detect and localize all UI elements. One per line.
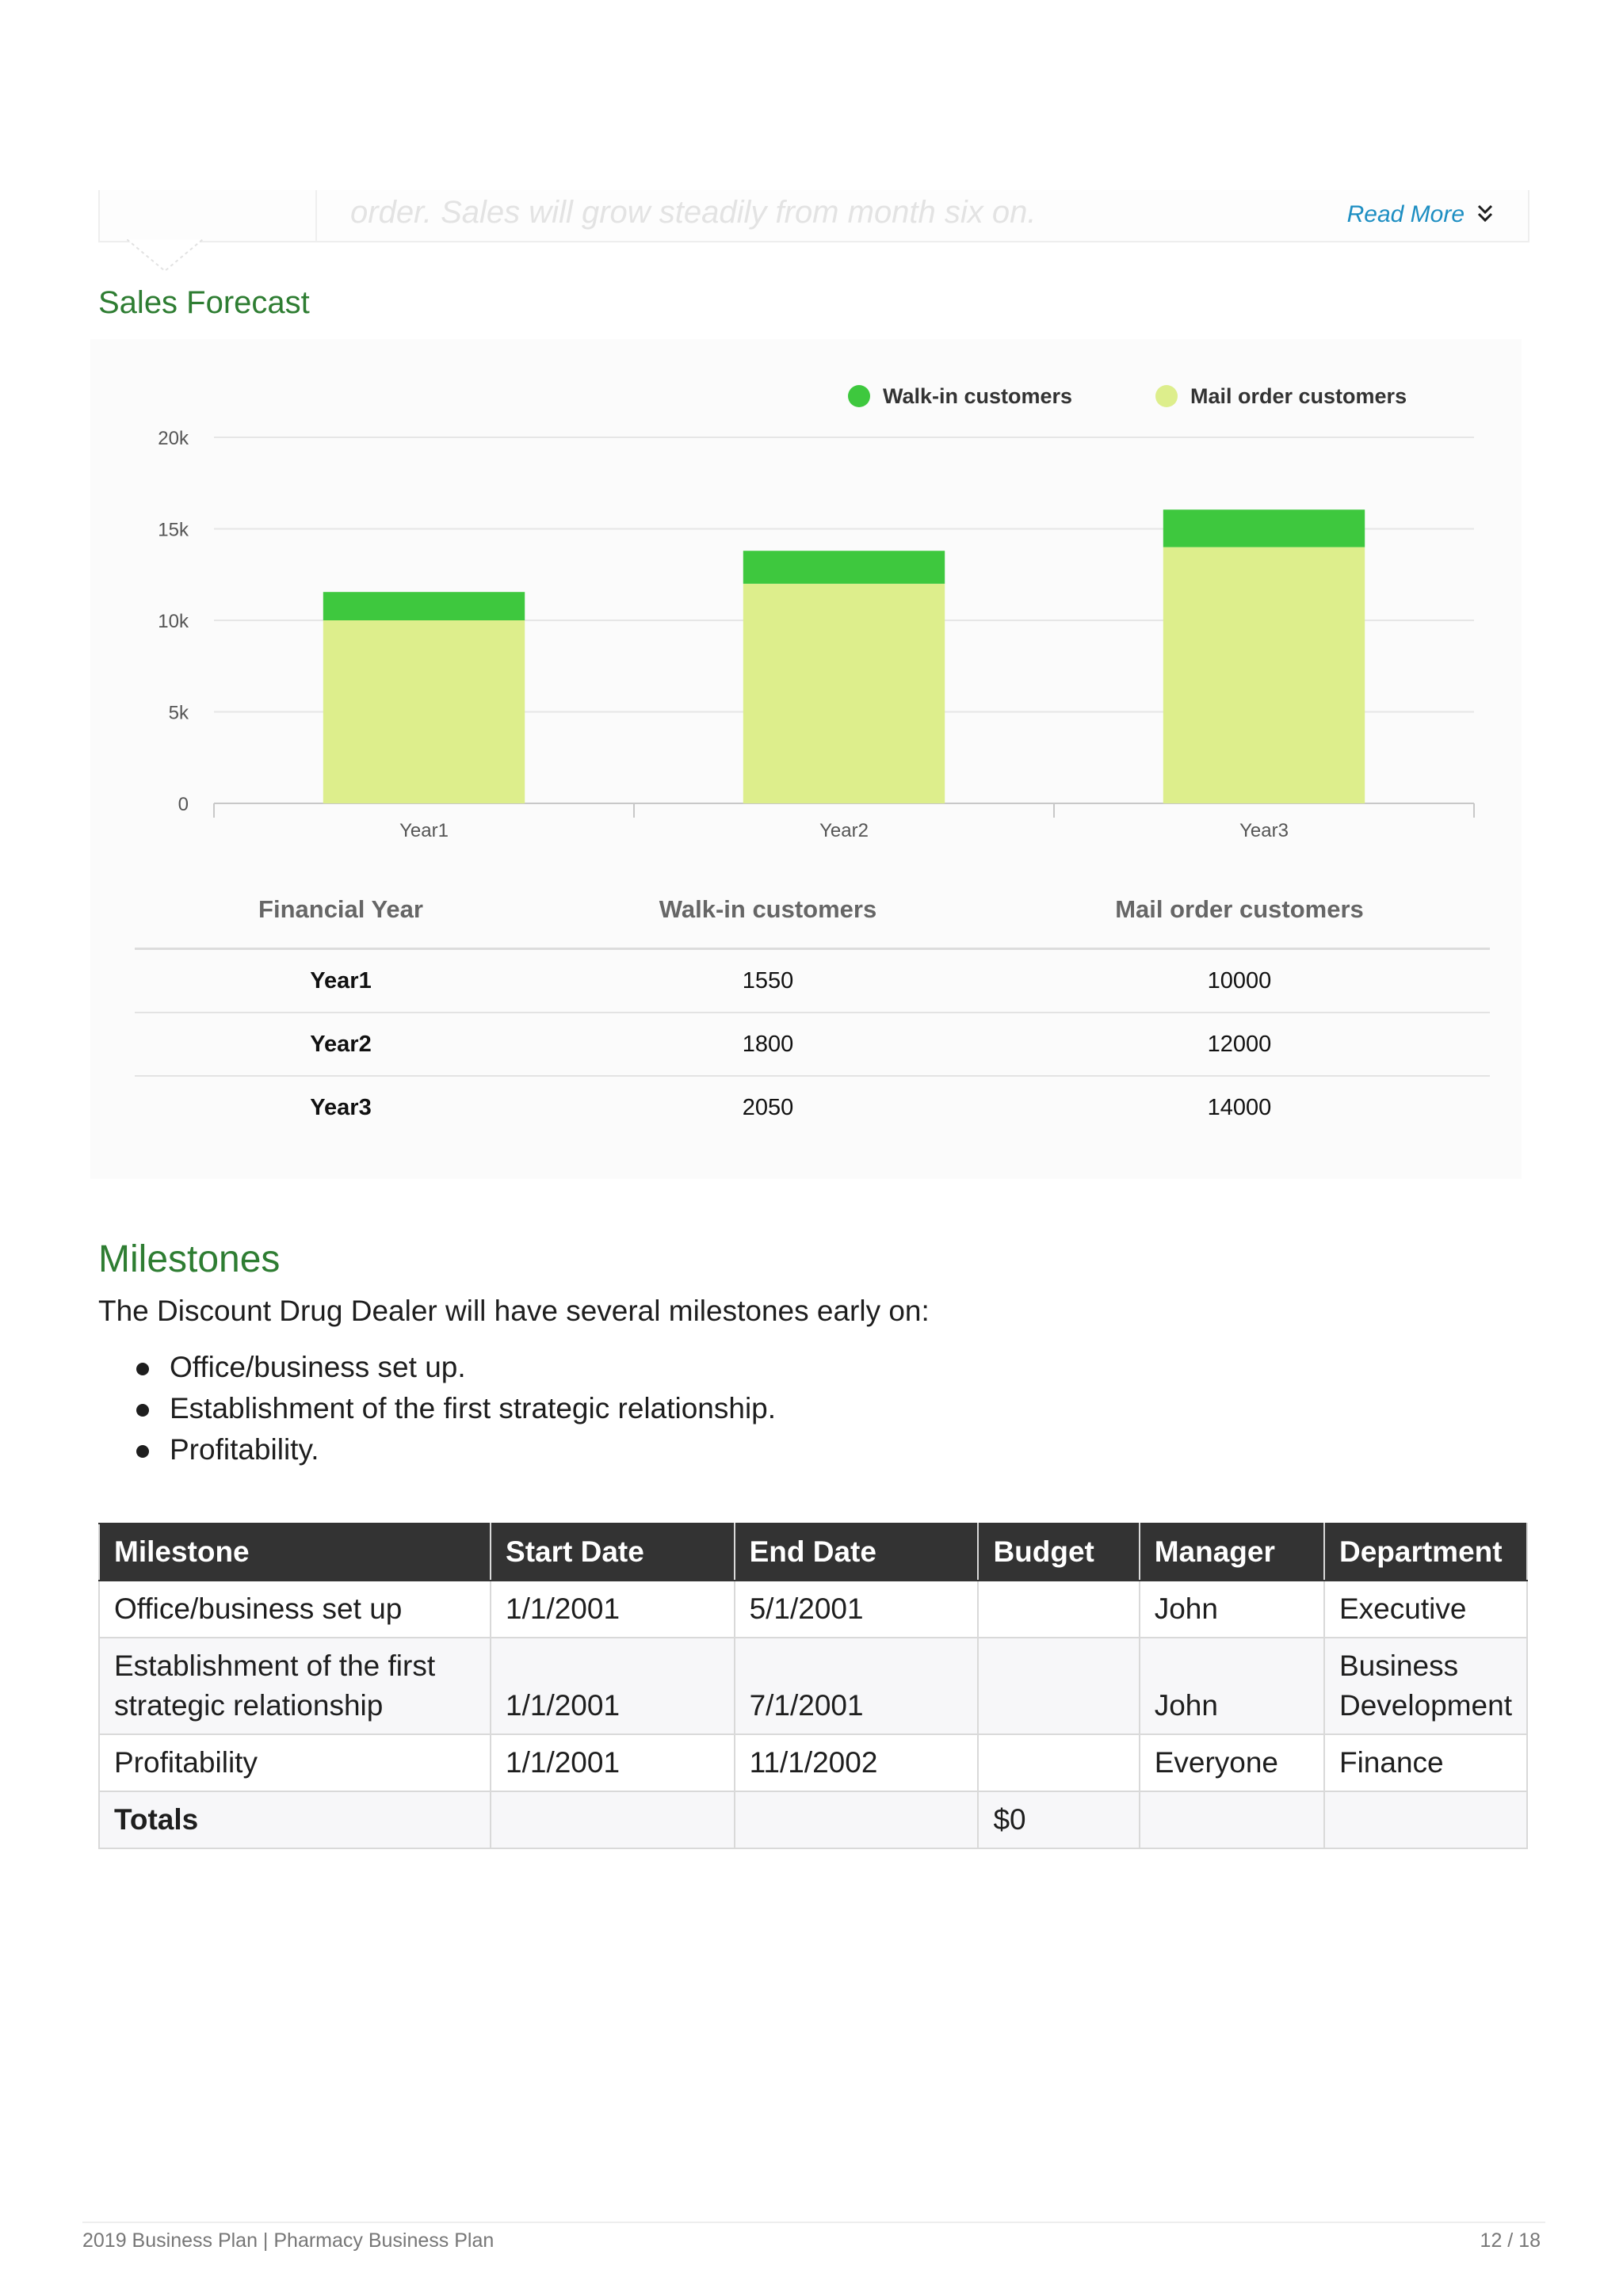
bar-segment xyxy=(1163,509,1365,547)
table-cell xyxy=(99,1638,491,1734)
page-number: 12 / 18 xyxy=(1480,2229,1541,2252)
table-cell: 14000 xyxy=(1207,1094,1272,1120)
table-cell: 5/1/2001 xyxy=(735,1581,979,1638)
table-cell: Everyone xyxy=(1140,1734,1324,1791)
cell-line: Business xyxy=(1338,1650,1459,1682)
table-cell: 1/1/2001 xyxy=(491,1734,735,1791)
table-cell xyxy=(1324,1791,1527,1848)
table-row xyxy=(99,1581,1527,1638)
table-cell xyxy=(1324,1638,1527,1734)
milestones-intro: The Discount Drug Dealer will have several milestones early on: xyxy=(98,1295,930,1327)
table-cell: 1800 xyxy=(547,1013,989,1076)
totals-row xyxy=(99,1791,1527,1848)
table-cell: 11/1/2002 xyxy=(735,1734,979,1791)
sales-forecast-title: Sales Forecast xyxy=(98,285,310,320)
bar-segment xyxy=(1163,547,1365,803)
table-header: End Date xyxy=(735,1524,979,1581)
table-header: Milestone xyxy=(99,1524,491,1581)
table-cell: Profitability xyxy=(99,1734,491,1791)
y-tick-label: 0 xyxy=(178,794,189,815)
sales-forecast-table xyxy=(135,871,1490,1138)
table-row xyxy=(135,1013,1490,1076)
read-more-faded-text: order. Sales will grow steadily from month six on. xyxy=(350,195,1037,230)
table-cell: Office/business set up xyxy=(99,1581,491,1638)
table-cell: 1550 xyxy=(547,949,989,1013)
table-cell: Finance xyxy=(1324,1734,1527,1791)
table-cell: 12000 xyxy=(989,1013,1490,1076)
table-row xyxy=(135,1076,1490,1138)
table-cell: 10000 xyxy=(989,949,1490,1013)
x-tick-label: Year3 xyxy=(1239,820,1289,841)
footer-divider xyxy=(82,2222,1545,2223)
footer-title: 2019 Business Plan | Pharmacy Business Plan xyxy=(82,2229,495,2252)
legend-label-mail-order: Mail order customers xyxy=(1190,384,1407,408)
table-cell: 7/1/2001 xyxy=(735,1638,979,1734)
bar-segment xyxy=(323,592,525,620)
table-cell: 1/1/2001 xyxy=(491,1638,735,1734)
milestones-title: Milestones xyxy=(98,1238,281,1280)
table-header: Walk-in customers xyxy=(547,871,989,949)
table-cell: Year2 xyxy=(135,1013,547,1076)
table-header: Department xyxy=(1324,1524,1527,1581)
y-tick-label: 20k xyxy=(158,428,189,449)
table-cell: Year1 xyxy=(135,949,547,1013)
milestones-table xyxy=(98,1523,1528,1849)
x-tick-label: Year1 xyxy=(399,820,449,841)
table-cell xyxy=(735,1791,979,1848)
table-cell xyxy=(491,1791,735,1848)
read-more-link[interactable]: Read More xyxy=(1346,201,1465,227)
bar-segment xyxy=(743,551,945,584)
legend-label-walk-in: Walk-in customers xyxy=(883,384,1073,408)
table-cell: 2050 xyxy=(742,1094,794,1120)
table-row xyxy=(99,1734,1527,1791)
totals-label: Totals xyxy=(99,1791,491,1848)
cell-line: strategic relationship xyxy=(114,1689,384,1722)
table-row xyxy=(99,1638,1527,1734)
y-tick-label: 15k xyxy=(158,519,189,541)
y-tick-label: 5k xyxy=(168,702,189,724)
table-header: Mail order customers xyxy=(989,871,1490,949)
table-row xyxy=(135,949,1490,1013)
milestones-bullet-list xyxy=(98,1347,776,1470)
table-cell: 1/1/2001 xyxy=(491,1581,735,1638)
table-header: Manager xyxy=(1140,1524,1324,1581)
x-tick-label: Year2 xyxy=(819,820,869,841)
table-cell: Year3 xyxy=(310,1094,372,1120)
table-cell: John xyxy=(1140,1638,1324,1734)
list-item: Profitability. xyxy=(98,1429,776,1470)
table-header: Start Date xyxy=(491,1524,735,1581)
bar-segment xyxy=(743,584,945,803)
table-header: Budget xyxy=(978,1524,1139,1581)
table-cell: Executive xyxy=(1324,1581,1527,1638)
table-header: Financial Year xyxy=(135,871,547,949)
sales-forecast-chart xyxy=(0,0,1623,871)
list-item: Office/business set up. xyxy=(98,1347,776,1388)
table-cell xyxy=(1140,1791,1324,1848)
cell-line: Development xyxy=(1338,1689,1512,1722)
bar-segment xyxy=(323,620,525,803)
table-cell xyxy=(978,1734,1139,1791)
table-cell xyxy=(978,1581,1139,1638)
table-cell xyxy=(978,1638,1139,1734)
totals-budget: $0 xyxy=(978,1791,1139,1848)
table-cell: John xyxy=(1140,1581,1324,1638)
list-item: Establishment of the first strategic relationship. xyxy=(98,1388,776,1429)
y-tick-label: 10k xyxy=(158,611,189,632)
cell-line: Establishment of the first xyxy=(114,1650,436,1682)
